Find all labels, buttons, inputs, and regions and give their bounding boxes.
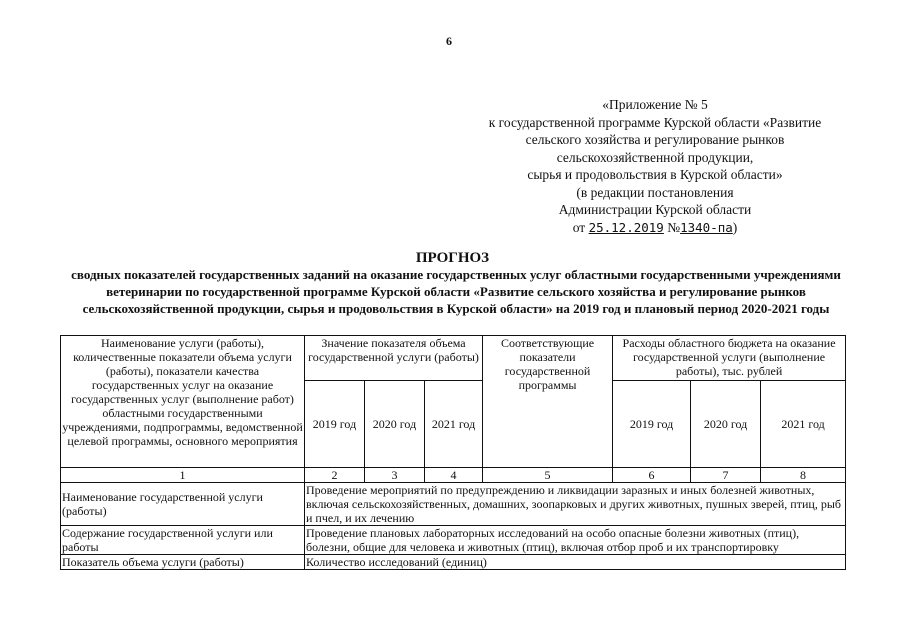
- year-header: 2020 год: [691, 381, 761, 468]
- column-number: 5: [483, 468, 613, 483]
- resolution-date: 25.12.2019: [588, 219, 664, 235]
- row-label: Показатель объема услуги (работы): [61, 555, 305, 570]
- table-row: [61, 483, 846, 526]
- appendix-line: Администрации Курской области: [558, 202, 752, 217]
- page-number: 6: [446, 34, 452, 48]
- appendix-line: сельского хозяйства и регулирование рынков: [525, 132, 785, 147]
- column-number: 1: [61, 468, 305, 483]
- appendix-date-line: [440, 219, 870, 237]
- year-header: 2019 год: [613, 381, 691, 468]
- appendix-line: сельскохозяйственной продукции,: [556, 149, 754, 165]
- document-title: ПРОГНОЗ: [415, 250, 490, 266]
- appendix-line: (в редакции постановления: [576, 184, 734, 200]
- forecast-table: [60, 335, 846, 570]
- closing-paren: ): [732, 219, 738, 235]
- document-subtitle: сводных показателей государственных заданий на оказание государственных услуг областными государственными учреждениями ветеринарии по государственной программе Курской области «Развитие сельского хозяйства и регулирование рынков сельскохозяйственной продукции, сырья и продовольствия в Курской области» на 2019 год и плановый период 2020-2021 годы: [71, 267, 841, 316]
- column-number: 7: [691, 468, 761, 483]
- resolution-number: 1340-па: [680, 219, 733, 235]
- column-number: 4: [425, 468, 483, 483]
- year-header: 2021 год: [761, 381, 846, 468]
- number-prefix: №: [667, 219, 681, 235]
- column-number: 6: [613, 468, 691, 483]
- appendix-line: «Приложение № 5: [602, 97, 708, 112]
- date-prefix: от: [572, 219, 586, 235]
- table-row: [61, 555, 846, 570]
- appendix-line: к государственной программе Курской области «Развитие: [488, 114, 822, 130]
- col5-header: Соответствующие показатели государственной программы: [483, 336, 613, 468]
- volume-group-header: Значение показателя объема государственной услуги (работы): [305, 336, 483, 381]
- row-value: Количество исследований (единиц): [305, 555, 846, 570]
- expense-group-header: Расходы областного бюджета на оказание государственной услуги (выполнение работы), тыс. рублей: [613, 336, 846, 381]
- row-value: Проведение мероприятий по предупреждению и ликвидации заразных и иных болезней животных, включая сельскохозяйственных, домашних, зоопарковых и других животных, пушных зверей, птиц, рыб и пчел, и их лечению: [305, 483, 846, 526]
- year-header: 2020 год: [365, 381, 425, 468]
- header-row: [61, 336, 846, 381]
- column-number-row: [61, 468, 846, 483]
- column-number: 3: [365, 468, 425, 483]
- appendix-line: сырья и продовольствия в Курской области»: [527, 167, 783, 182]
- year-header: 2021 год: [425, 381, 483, 468]
- row-value: Проведение плановых лабораторных исследований на особо опасные болезни животных (птиц), болезни, общие для человека и животных (птиц), включая отбор проб и их транспортировку: [305, 526, 846, 555]
- row-label: Содержание государственной услуги или работы: [61, 526, 305, 555]
- column-number: 8: [761, 468, 846, 483]
- row-label: Наименование государственной услуги (работы): [61, 483, 305, 526]
- year-header: 2019 год: [305, 381, 365, 468]
- table-row: [61, 526, 846, 555]
- column-number: 2: [305, 468, 365, 483]
- col1-header: Наименование услуги (работы), количественные показатели объема услуги (работы), показатели качества государственных услуг на оказание государственных услуг (выполнение работ) областными государственными учреждениями, подпрограммы, ведомственной целевой программы, основного мероприятия: [61, 336, 305, 468]
- appendix-block: [440, 96, 870, 236]
